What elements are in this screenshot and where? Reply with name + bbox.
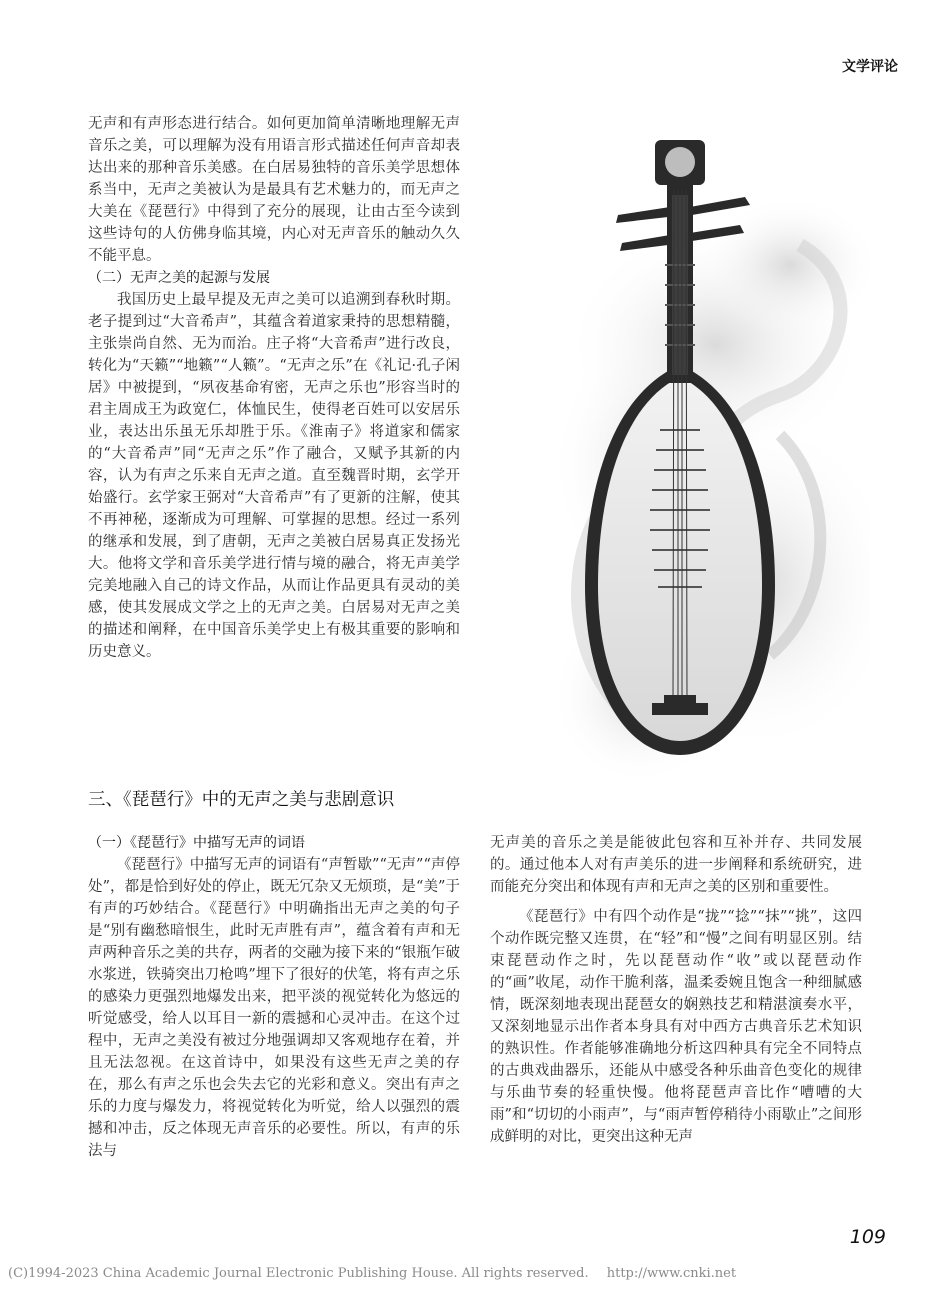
- footer: [8, 1266, 736, 1281]
- subheading-silent-words: （一）《琵琶行》中描写无声的词语: [88, 835, 305, 851]
- footer-url[interactable]: http://www.cnki.net: [606, 1266, 737, 1281]
- paragraph: 无声美的音乐之美是能彼此包容和互补并存、共同发展的。通过他本人对有声美乐的进一步阐释和系统研究，进而能充分突出和体现有声和无声之美的区别和重要性。: [490, 835, 862, 895]
- page-number: 109: [849, 1226, 886, 1248]
- paragraph: 我国历史上最早提及无声之美可以追溯到春秋时期。老子提到过“大音希声”，其蕴含着道家秉持的思想精髓，主张崇尚自然、无为而治。庄子将“大音希声”进行改良，转化为“天籁”“地籁”“人籁”。“无声之乐”在《礼记·孔子闲居》中被提到，“夙夜基命宥密，无声之乐也”形容当时的君主周成王为政宽仁，体恤民生，使得老百姓可以安居乐业，表达出乐虽无乐却胜于乐。《淮南子》将道家和儒家的“大音希声”同“无声之乐”作了融合，又赋予其新的内容，认为有声之乐来自无声之道。直至魏晋时期，玄学开始盛行。玄学家王弼对“大音希声”有了更新的注解，使其不再神秘，逐渐成为可理解、可掌握的思想。经过一系列的继承和发展，到了唐朝，无声之美被白居易真正发扬光大。他将文学和音乐美学进行情与境的融合，将无声美学完美地融入自己的诗文作品，从而让作品更具有灵动的美感，使其发展成文学之上的无声之美。白居易对无声之美的描述和阐释，在中国音乐美学史上有极其重要的影响和历史意义。: [88, 292, 460, 660]
- left-text-column: [88, 832, 460, 1162]
- paragraph: 《琵琶行》中有四个动作是“拢”“捻”“抹”“挑”，这四个动作既完整又连贯，在“轻”和“慢”之间有明显区别。结束琵琶动作之时，先以琵琶动作“收”或以琵琶动作的“画”收尾，动作干脆利落，温柔委婉且饱含一种细腻感情，既深刻地表现出琵琶女的娴熟技艺和精湛演奏水平，又深刻地显示出作者本身具有对中西方古典音乐艺术知识的熟识性。作者能够准确地分析这四种具有完全不同特点的古典戏曲器乐，还能从中感受各种乐曲音色变化的规律与乐曲节奏的轻重快慢。他将琵琶声音比作“嘈嘈的大雨”和“切切的小雨声”，与“雨声暂停稍待小雨歇止”之间形成鲜明的对比，更突出这种无声: [490, 909, 862, 1145]
- top-text-column: [88, 113, 460, 663]
- paragraph: 无声和有声形态进行结合。如何更加简单清晰地理解无声音乐之美，可以理解为没有用语言形式描述任何声音却表达出来的那种音乐美感。在白居易独特的音乐美学思想体系当中，无声之美被认为是最具有艺术魅力的，而无声之大美在《琵琶行》中得到了充分的展现，让由古至今读到这些诗句的人仿佛身临其境，内心对无声音乐的触动久久不能平息。: [88, 116, 460, 264]
- journal-section-label: 文学评论: [842, 59, 898, 75]
- section-heading: 三、《琵琶行》中的无声之美与悲剧意识: [88, 790, 395, 810]
- footer-copyright: (C)1994-2023 China Academic Journal Electronic Publishing House. All rights reserved.: [8, 1266, 589, 1281]
- subheading-origin: （二）无声之美的起源与发展: [88, 270, 270, 286]
- pipa-lute-icon: [540, 135, 870, 815]
- paragraph: 《琵琶行》中描写无声的词语有“声暂歇”“无声”“声停处”，都是恰到好处的停止，既无冗杂又无烦琐，是“美”于有声的巧妙结合。《琵琶行》中明确指出无声之美的句子是“别有幽愁暗恨生，此时无声胜有声”，蕴含着有声和无声两种音乐之美的共存，两者的交融为接下来的“银瓶乍破水浆迸，铁骑突出刀枪鸣”埋下了很好的伏笔，将有声之乐的感染力更强烈地爆发出来，把平淡的视觉转化为悠远的听觉感受，给人以耳目一新的震撼和心灵冲击。在这个过程中，无声之美没有被过分地强调却又客观地存在着，并且无法忽视。在这首诗中，如果没有这些无声之美的存在，那么有声之乐也会失去它的光彩和意义。突出有声之乐的力度与爆发力，将视觉转化为听觉，给人以强烈的震撼和冲击，反之体现无声音乐的必要性。所以，有声的乐法与: [88, 857, 460, 1159]
- right-text-column: [490, 832, 862, 1148]
